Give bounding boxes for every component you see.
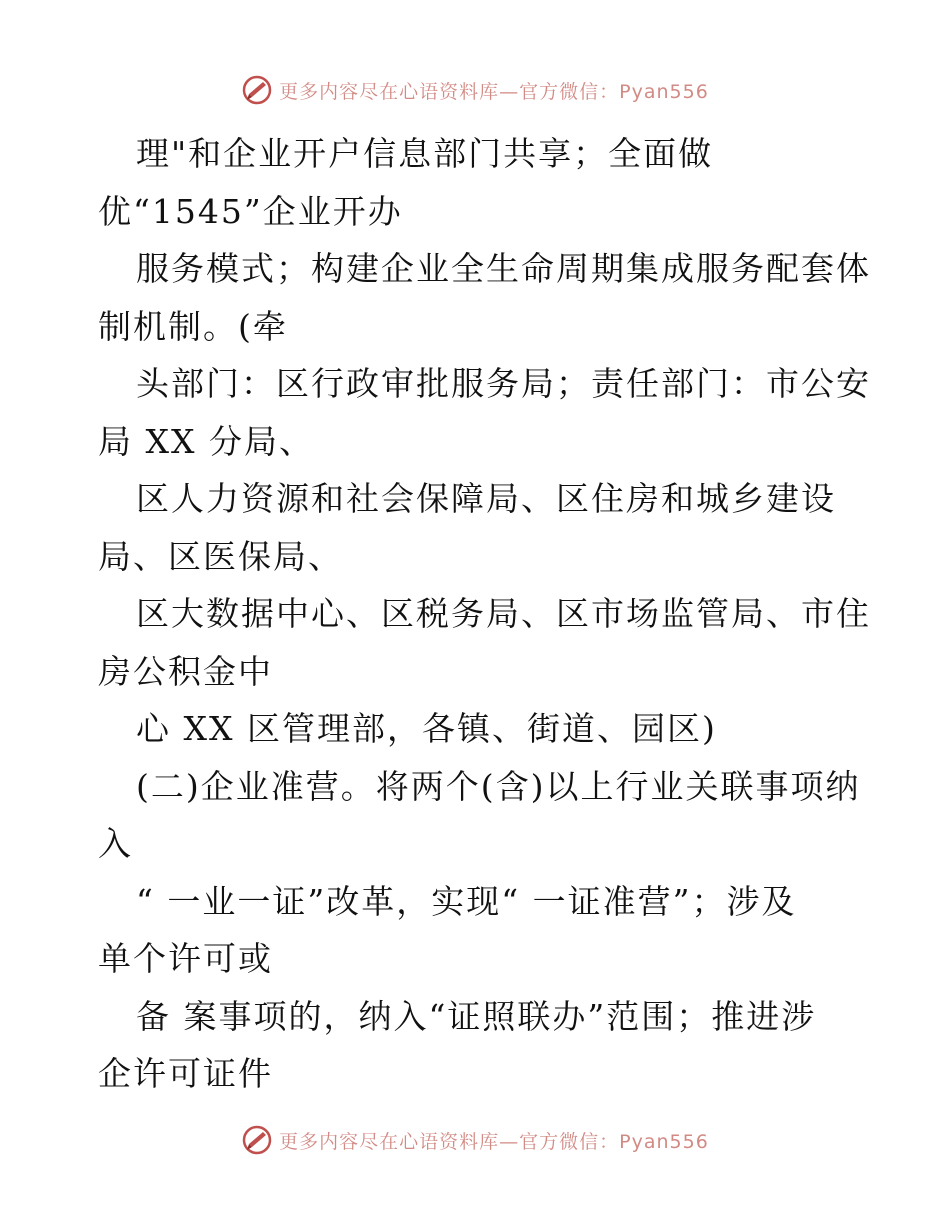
text-line: 优“1545”企业开办 (98, 191, 403, 231)
watermark-text: 更多内容尽在心语资料库—官方微信：Pyan556 (279, 80, 709, 103)
logo-icon (241, 1124, 273, 1156)
text-line: 服务模式；构建企业全生命周期集成服务配套体 (136, 249, 871, 288)
text-line: (二)企业准营。将两个(含)以上行业关联事项纳 (136, 766, 861, 806)
text-line: 局 XX 分局、 (98, 421, 314, 461)
text-line: 企许可证件 (98, 1054, 273, 1093)
text-line: 房公积金中 (98, 651, 273, 691)
text-line: 局、区医保局、 (98, 536, 343, 576)
text-line: 入 (98, 824, 133, 863)
text-line: 头部门：区行政审批服务局；责任部门：市公安 (136, 364, 871, 403)
text-line: 区人力资源和社会保障局、区住房和城乡建设 (136, 479, 836, 518)
text-line: 理"和企业开户信息部门共享；全面做 (136, 134, 714, 173)
header-watermark (0, 70, 950, 110)
logo-icon (241, 74, 273, 106)
text-line: 单个许可或 (98, 939, 273, 978)
text-line: “ 一业一证”改革，实现“ 一证准营”；涉及 (136, 881, 797, 921)
text-line: 区大数据中心、区税务局、区市场监管局、市住 (136, 594, 871, 633)
footer-watermark (0, 1120, 950, 1160)
text-line: 心 XX 区管理部，各镇、街道、园区) (136, 709, 717, 748)
document-body (98, 125, 871, 1103)
watermark-text: 更多内容尽在心语资料库—官方微信：Pyan556 (279, 1130, 709, 1153)
text-line: 制机制。(牵 (98, 306, 288, 346)
text-line: 备 案事项的，纳入“证照联办”范围；推进涉 (136, 996, 817, 1036)
